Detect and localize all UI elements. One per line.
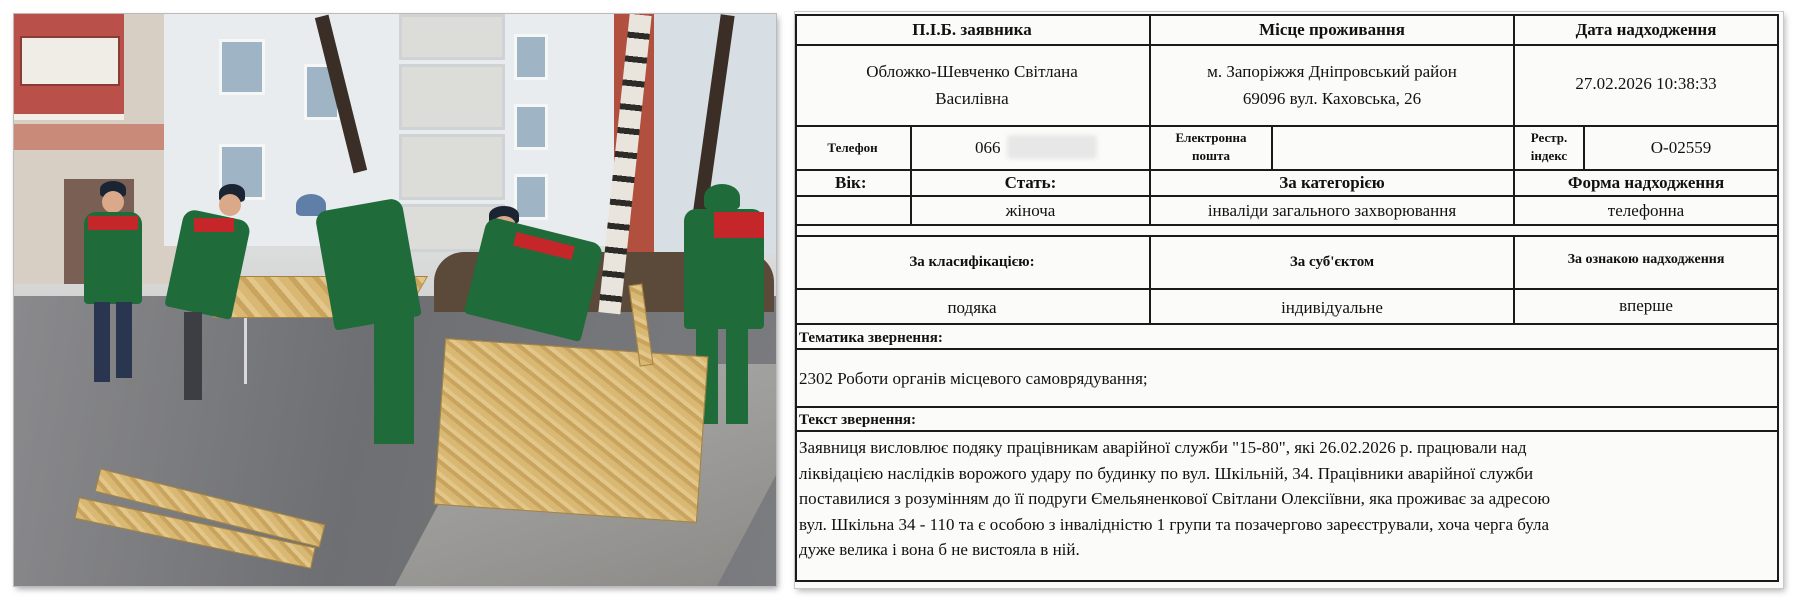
appeal-text-line: ліквідацією наслідків ворожого удару по будинку по вул. Шкільній, 34. Працівники аварійної служби [799, 463, 1534, 483]
form-value: телефонна [1607, 201, 1685, 220]
building-window [514, 104, 548, 150]
table-rule [795, 44, 1779, 46]
worker-face [102, 191, 124, 213]
table-rule [795, 348, 1779, 350]
jacket-stripe [88, 216, 138, 230]
worker-hood [704, 184, 740, 210]
appeal-text-line: поставилися з розумінням до її подруги Ємельяненкової Світлани Олексіївни, яка проживає за адресою [799, 489, 1551, 508]
date-header: Дата надходження [1575, 20, 1717, 39]
text-label: Текст звернення: [799, 412, 916, 428]
registration-index: О-02559 [1650, 138, 1712, 157]
topic-label: Тематика звернення: [799, 330, 943, 346]
registration-label: Рестр. [1530, 130, 1568, 145]
sign-label: За ознакою надходження [1567, 252, 1725, 267]
applicant-header: П.І.Б. заявника [912, 20, 1032, 39]
registration-label: індекс [1530, 148, 1568, 163]
table-rule [795, 125, 1779, 127]
building-balcony [399, 64, 505, 130]
redacted-phone [1007, 135, 1097, 159]
worker-leg [184, 312, 202, 400]
building-balcony [399, 134, 505, 200]
building-window [514, 34, 548, 80]
residence-address: 69096 вул. Каховська, 26 [1242, 89, 1422, 108]
building-balcony [399, 14, 505, 60]
table-rule [795, 580, 1779, 582]
applicant-name: Василівна [935, 89, 1009, 108]
worker-face [219, 194, 241, 216]
table-rule [795, 224, 1779, 226]
worker-leg [116, 302, 132, 378]
email-label: Електронна [1175, 130, 1247, 145]
osb-board-large [433, 338, 708, 523]
table-rule [795, 406, 1779, 408]
appeal-text-line: дуже велика і вона б не вистояла в ній. [799, 540, 1080, 559]
sex-value: жіноча [1005, 201, 1056, 220]
classification-value: подяка [947, 298, 997, 317]
category-value: інваліди загального захворювання [1207, 201, 1457, 220]
street-photo [14, 14, 776, 586]
appeal-text-line: вул. Шкільна 34 - 110 та є особою з інвалідністю 1 групи та позачергово зареєстрували, хоча черга була [799, 514, 1550, 534]
appeal-document [795, 12, 1783, 588]
residence-address: м. Запоріжжя Дніпровський район [1207, 62, 1457, 81]
category-label: За категорією [1279, 173, 1385, 192]
form-label: Форма надходження [1567, 173, 1725, 192]
jacket-stripe [714, 212, 764, 238]
date-received: 27.02.2026 10:38:33 [1575, 74, 1717, 93]
worker-leg [94, 302, 110, 382]
table-rule [1777, 14, 1779, 582]
residence-header: Місце проживання [1259, 20, 1405, 39]
worker-leg [374, 314, 414, 444]
balcony-window [20, 36, 120, 86]
sex-label: Стать: [1004, 173, 1057, 192]
subject-label: За суб'єктом [1289, 254, 1375, 270]
phone-label: Телефон [827, 140, 878, 155]
worker-leg [726, 324, 748, 424]
table-rule [795, 14, 1779, 16]
subject-value: індивідуальне [1281, 298, 1383, 317]
topic-value: 2302 Роботи органів місцевого самоврядування; [799, 369, 1148, 388]
applicant-name: Обложко-Шевченко Світлана [866, 62, 1078, 81]
table-rule [1271, 125, 1273, 169]
sign-value: вперше [1619, 296, 1673, 315]
table-rule [795, 288, 1779, 290]
building-window [219, 39, 265, 95]
jacket-stripe [194, 218, 234, 232]
building-window [514, 174, 548, 220]
appeal-text [799, 435, 1759, 563]
age-label: Вік: [835, 173, 867, 192]
table-rule [795, 323, 1779, 325]
email-label: пошта [1191, 148, 1230, 163]
table-rule [795, 169, 1779, 171]
phone-value: 066 [975, 138, 1001, 157]
classification-label: За класифікацією: [909, 254, 1035, 270]
table-rule [795, 430, 1779, 432]
table-rule [795, 195, 1779, 197]
appeal-text-line: Заявниця висловлює подяку працівникам аварійної служби "15-80", які 26.02.2026 р. працювали над [799, 438, 1527, 457]
table-rule [795, 235, 1779, 237]
